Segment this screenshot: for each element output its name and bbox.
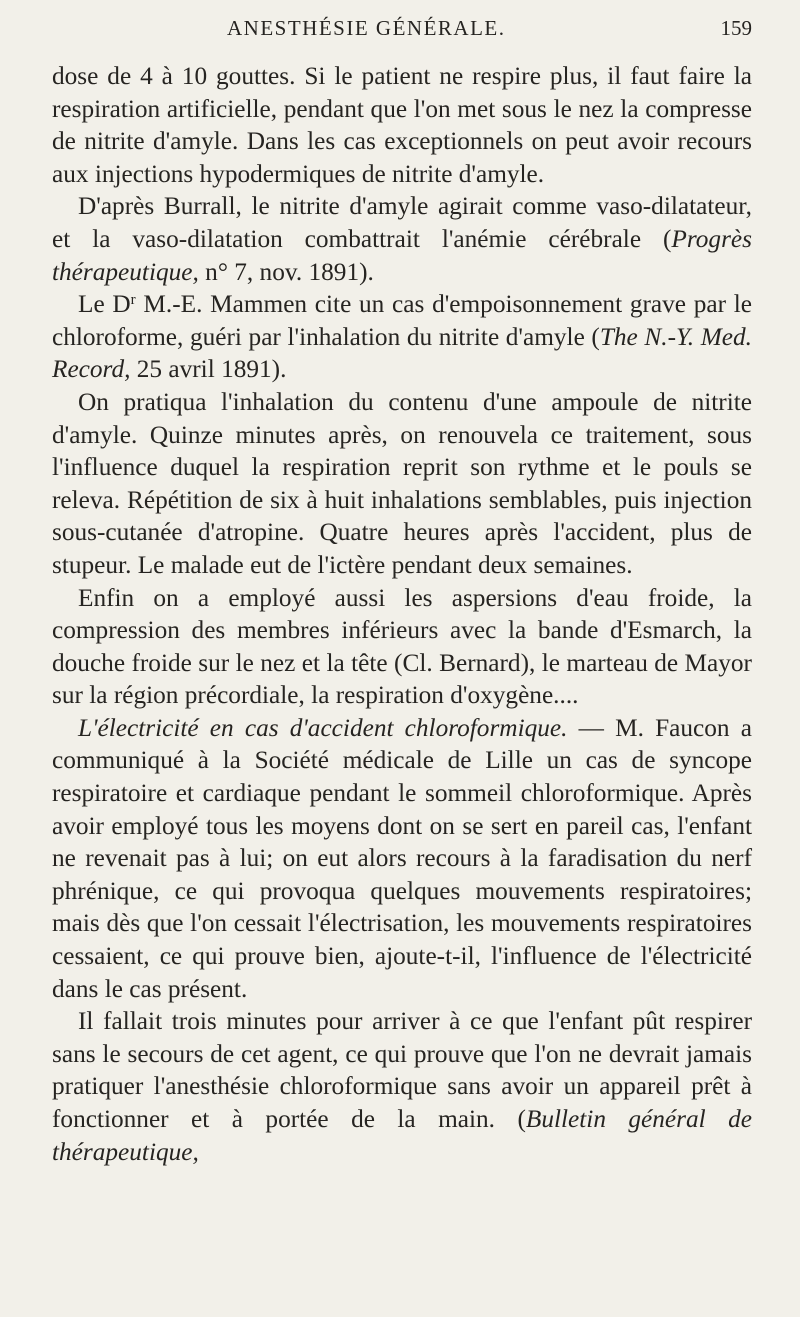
paragraph-burrall [52,190,752,288]
paragraph-text: dose de 4 à 10 gouttes. Si le patient ne respire plus, il faut faire la respiration artificielle, pendant que l'on met sous le nez la compresse de nitrite d'amyle. Dans les cas exceptionnels on peut avoir recours aux injections hypodermiques de nitrite d'amyle. [52,62,752,188]
paragraph-three-minutes [52,1005,752,1168]
section-heading: L'électricité en cas d'accident chloroformique. [78,713,568,742]
citation-title: The N.-Y. Med. Record, [52,322,752,384]
paragraph-text: Le D [78,290,131,319]
paragraph-other-methods [52,582,752,712]
paragraph-nitrite-dose [52,60,752,190]
paragraph-text: Enfin on a employé aussi les aspersions d'eau froide, la compression des membres inférieurs avec la bande d'Esmarch, la douche froide sur le nez et la tête (Cl. Bernard), le marteau de Mayor sur la région précordiale, la respiration d'oxygène.... [52,583,752,710]
paragraph-electricity [52,712,752,1005]
paragraph-mammen [52,288,752,386]
paragraph-text: 25 avril 1891). [130,355,287,384]
paragraph-text: D'après Burrall, le nitrite d'amyle agirait comme vaso-dilatateur, et la vaso-dilatation combattrait l'anémie cérébrale ( [52,192,752,253]
page-number: 159 [720,16,752,40]
paragraph-text: — M. Faucon a communiqué à la Société médicale de Lille un cas de syncope respiratoire et cardiaque pendant le sommeil chloroformique. Après avoir employé tous les moyens dont on se sert en pareil cas, l'enfant ne revenait pas à lui; on eut alors recours à la faradisation du nerf phrénique, ce qui provoqua quelques mouvements respiratoires; mais dès que l'on cessait l'électrisation, les mouvements respiratoires cessaient, ce qui prouve bien, ajoute-t-il, l'influence de l'électricité dans le cas présent. [52,713,752,1003]
page-header [52,16,752,46]
paragraph-inhalation [52,386,752,582]
paragraph-text: n° 7, nov. 1891). [198,257,374,286]
body-text [52,60,752,1168]
citation-title: Progrès thérapeutique, [52,224,752,286]
running-title: ANESTHÉSIE GÉNÉRALE. [227,16,506,40]
superscript: r [130,292,136,309]
paragraph-text: M.-E. Mammen cite un cas d'empoisonnement grave par le chloroforme, guéri par l'inhalation du nitrite d'amyle ( [52,290,752,351]
citation-title: Bulletin général de thérapeutique, [52,1105,753,1166]
paragraph-text: On pratiqua l'inhalation du contenu d'une ampoule de nitrite d'amyle. Quinze minutes après, on renouvela ce traitement, sous l'influence duquel la respiration reprit son rythme et le pouls se releva. Répétition de six à huit inhalations semblables, puis injection sous-cutanée d'atropine. Quatre heures après l'accident, plus de stupeur. Le malade eut de l'ictère pendant deux semaines. [52,387,752,579]
paragraph-text: Il fallait trois minutes pour arriver à ce que l'enfant pût respirer sans le secours de cet agent, ce qui prouve que l'on ne devrait jamais pratiquer l'anesthésie chloroformique sans avoir un appareil prêt à fonctionner et à portée de la main. ( [52,1007,752,1133]
